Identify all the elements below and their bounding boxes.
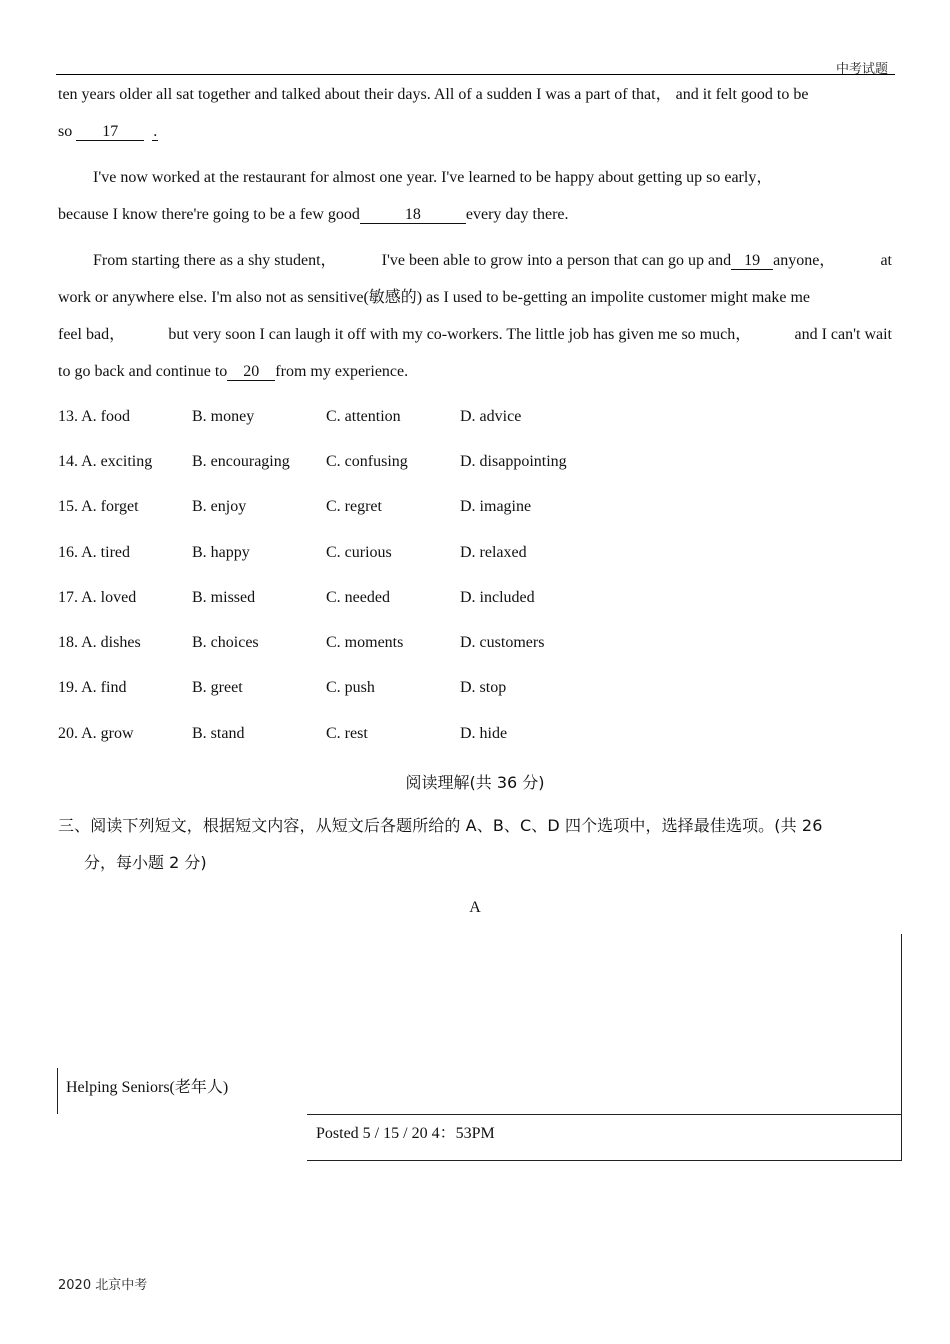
question-row <box>58 725 658 745</box>
option-a: 19. A. find <box>58 679 127 696</box>
question-row <box>58 679 658 699</box>
option-c: C. push <box>326 679 375 696</box>
option-b: B. greet <box>192 679 243 696</box>
section-instruction: 分，每小题 2 分) <box>84 853 207 872</box>
passage-text: from my experience. <box>275 363 409 380</box>
post-timestamp: Posted 5 / 15 / 20 4：53PM <box>316 1125 495 1142</box>
option-a: 16. A. tired <box>58 544 130 561</box>
passage-text: . <box>153 123 158 140</box>
question-row <box>58 408 658 428</box>
passage-line: ten years older all sat together and talked about their days. All of a sudden I was a part of that， and it felt good to be <box>58 86 809 103</box>
option-b: B. enjoy <box>192 498 247 515</box>
passage-text-group <box>382 251 836 271</box>
passage-line <box>58 362 408 382</box>
passage-text: every day there. <box>465 206 569 223</box>
option-a: 13. A. food <box>58 408 130 425</box>
passage-line: I've now worked at the restaurant for almost one year. I've learned to be happy about getting up so early， <box>93 169 773 186</box>
header-label: 中考试题 <box>836 62 889 77</box>
passage-line <box>93 251 892 271</box>
option-d: D. advice <box>460 408 522 425</box>
passage-text: feel bad， <box>58 326 126 343</box>
option-c: C. attention <box>326 408 401 425</box>
option-b: B. stand <box>192 725 245 742</box>
option-c: C. rest <box>326 725 368 742</box>
option-c: C. needed <box>326 589 390 606</box>
passage-line: work or anywhere else. I'm also not as sensitive(敏感的) as I used to be-getting an impolite customer might make me <box>58 289 811 306</box>
option-b: B. encouraging <box>192 453 290 470</box>
option-c: C. confusing <box>326 453 408 470</box>
option-a: 17. A. loved <box>58 589 137 606</box>
passage-text: and I can't wait <box>794 326 892 343</box>
passage-text: From starting there as a shy student， <box>93 252 337 269</box>
option-b: B. money <box>192 408 255 425</box>
option-d: D. disappointing <box>460 453 567 470</box>
passage-line <box>58 325 892 345</box>
frame-border-left <box>57 1068 58 1114</box>
post-title: Helping Seniors(老年人) <box>66 1079 229 1096</box>
section-heading: 阅读理解(共 36 分) <box>405 773 545 792</box>
passage-line <box>58 122 158 142</box>
option-b: B. choices <box>192 634 259 651</box>
option-d: D. imagine <box>460 498 532 515</box>
question-row <box>58 498 658 518</box>
option-a: 18. A. dishes <box>58 634 141 651</box>
option-d: D. customers <box>460 634 545 651</box>
option-d: D. relaxed <box>460 544 527 561</box>
option-c: C. curious <box>326 544 392 561</box>
frame-border-right <box>901 934 902 1160</box>
option-c: C. moments <box>326 634 404 651</box>
passage-text: I've been able to grow into a person that can go up and <box>381 252 732 269</box>
footer-label: 2020 北京中考 <box>58 1278 148 1293</box>
blank-17: 17 <box>76 123 144 141</box>
option-d: D. hide <box>460 725 508 742</box>
question-row <box>58 634 658 654</box>
passage-label: A <box>469 899 481 916</box>
question-row <box>58 589 658 609</box>
post-divider <box>307 1160 902 1161</box>
passage-line <box>58 205 569 225</box>
option-d: D. stop <box>460 679 507 696</box>
post-divider <box>307 1114 902 1115</box>
section-instruction: 三、阅读下列短文，根据短文内容，从短文后各题所给的 A、B、C、D 四个选项中，选择最佳选项。(共 26 <box>58 816 823 835</box>
option-b: B. happy <box>192 544 250 561</box>
passage-text: to go back and continue to <box>58 363 228 380</box>
header-rule <box>56 74 895 75</box>
option-a: 20. A. grow <box>58 725 134 742</box>
option-d: D. included <box>460 589 535 606</box>
option-c: C. regret <box>326 498 382 515</box>
option-a: 14. A. exciting <box>58 453 153 470</box>
blank-18: 18 <box>360 206 466 224</box>
option-b: B. missed <box>192 589 256 606</box>
passage-text: anyone， <box>773 252 836 269</box>
option-a: 15. A. forget <box>58 498 139 515</box>
question-row <box>58 453 658 473</box>
blank-19: 19 <box>731 252 773 270</box>
blank-20: 20 <box>227 363 275 381</box>
passage-text: at <box>880 252 892 269</box>
passage-text: so <box>58 123 73 140</box>
question-row <box>58 544 658 564</box>
passage-text: because I know there're going to be a few good <box>58 206 360 223</box>
passage-text: but very soon I can laugh it off with my co-workers. The little job has given me so much， <box>168 326 752 343</box>
